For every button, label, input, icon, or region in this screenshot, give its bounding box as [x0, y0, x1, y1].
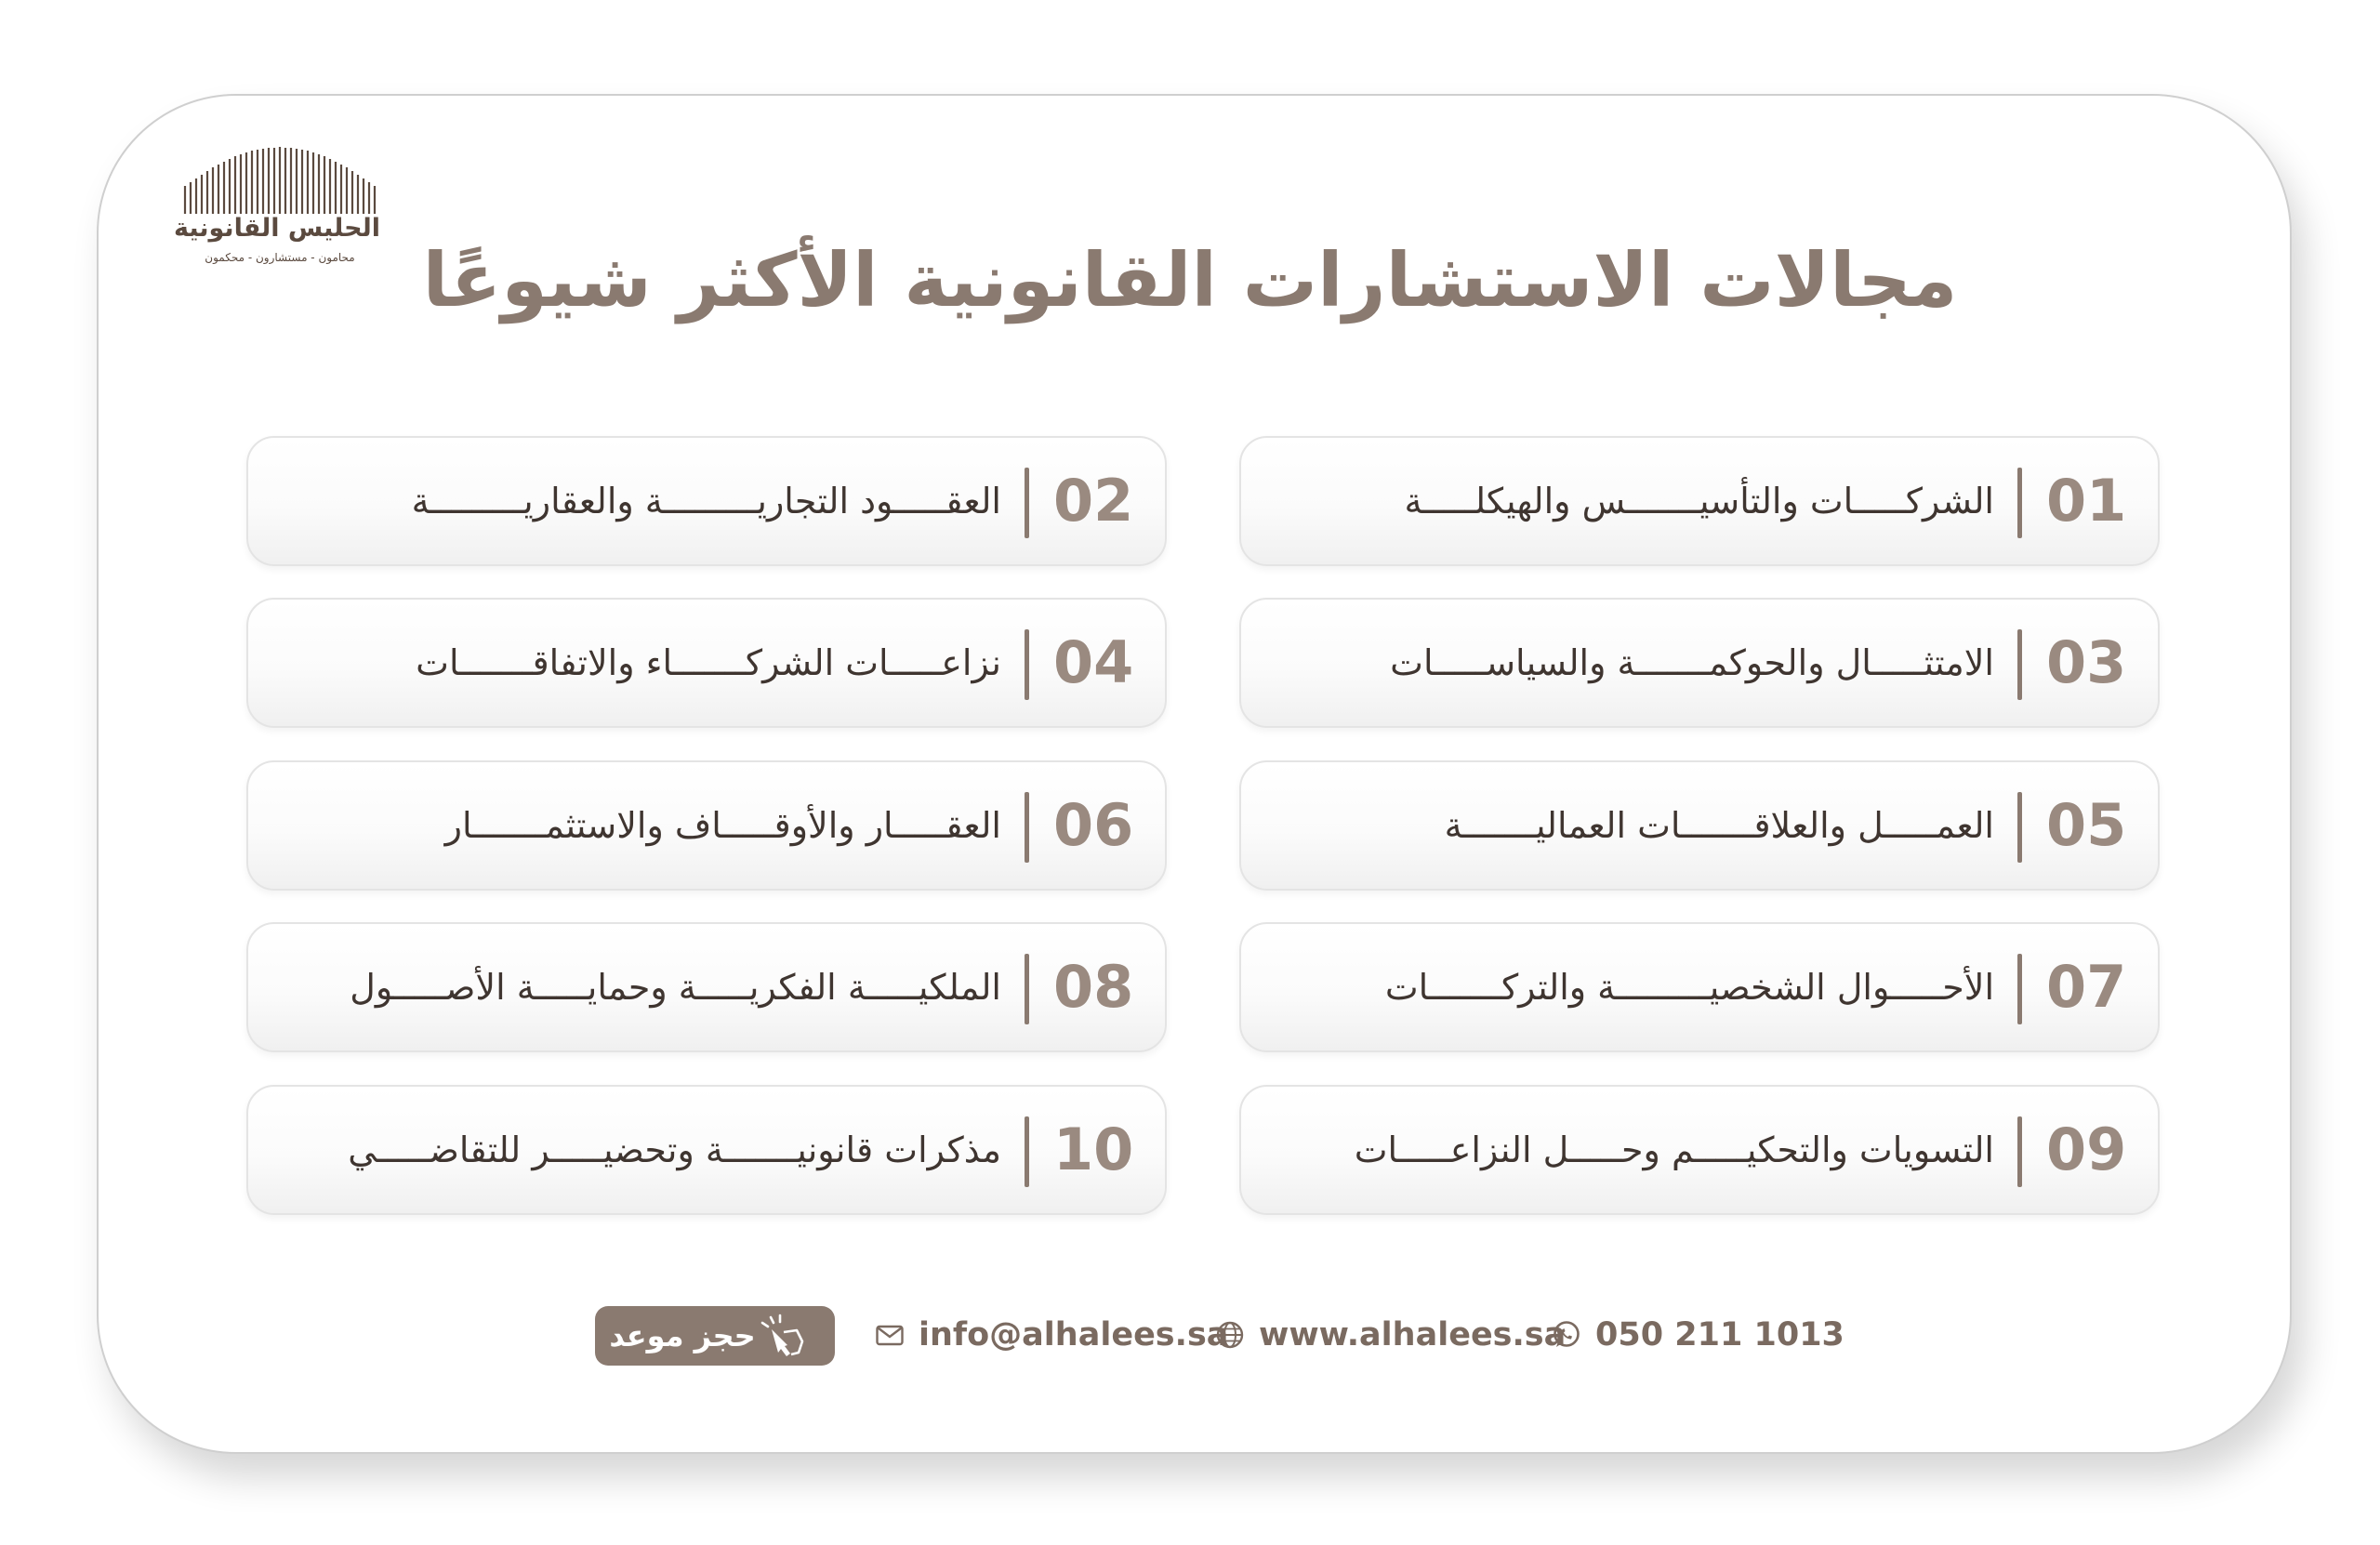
hand-click-icon [756, 1314, 808, 1358]
service-item [1239, 1085, 2160, 1215]
page-title: مجالات الاستشارات القانونية الأكثر شيوعًا [422, 237, 1958, 324]
item-divider [2017, 792, 2022, 863]
item-divider [1025, 629, 1029, 700]
service-item [1239, 598, 2160, 728]
item-divider [1025, 792, 1029, 863]
item-label: نزاعـــــات الشركـــــــاء والاتفاقـــــــات [416, 642, 1001, 683]
item-label: العقـــــود التجاريـــــــــة والعقاريـــــــــة [411, 481, 1001, 522]
item-divider [2017, 468, 2022, 538]
item-number: 03 [2046, 628, 2127, 696]
item-label: التسويات والتحكيـــــم وحـــــل النزاعـــــات [1354, 1129, 1994, 1170]
item-divider [2017, 629, 2022, 700]
phone-contact[interactable] [1551, 1309, 1844, 1361]
logo-building-icon [179, 147, 380, 216]
item-divider [1025, 954, 1029, 1024]
item-label: الملكيـــــة الفكريـــــة وحمايـــــة الأصـــــول [350, 967, 1001, 1008]
service-item [246, 760, 1167, 891]
item-label: مذكرات قانونيـــــــة وتحضيـــــر للتقاضـــــي [348, 1129, 1001, 1170]
item-number: 09 [2046, 1116, 2127, 1183]
item-number: 01 [2046, 467, 2127, 535]
item-number: 08 [1053, 953, 1134, 1021]
item-label: العقـــــار والأوقـــــاف والاستثمـــــــار [444, 805, 1001, 846]
service-item [246, 1085, 1167, 1215]
service-item [246, 598, 1167, 728]
item-number: 10 [1053, 1116, 1134, 1183]
book-appointment-button[interactable] [595, 1306, 835, 1366]
logo-name: الحليس القانونية [173, 214, 380, 243]
item-number: 04 [1053, 628, 1134, 696]
item-label: الامتثـــــال والحوكمـــــــة والسياســـــات [1390, 642, 1994, 683]
email-address: info@alhalees.sa [919, 1316, 1229, 1354]
email-link[interactable] [874, 1309, 1228, 1361]
item-divider [1025, 1116, 1029, 1187]
phone-number: 050 211 1013 [1595, 1316, 1844, 1354]
item-divider [1025, 468, 1029, 538]
item-label: الأحـــــوال الشخصيـــــــــة والتركـــــــات [1384, 967, 1994, 1008]
item-number: 06 [1053, 791, 1134, 859]
logo-tagline: محامون - مستشارون - محكمون [205, 251, 355, 264]
website-url: www.alhalees.sa [1259, 1316, 1567, 1354]
mail-icon [874, 1319, 906, 1351]
item-divider [2017, 1116, 2022, 1187]
service-item [1239, 760, 2160, 891]
service-item [246, 922, 1167, 1052]
service-item [246, 436, 1167, 566]
item-number: 02 [1053, 467, 1134, 535]
book-label: حجز موعد [609, 1318, 756, 1354]
service-item [1239, 922, 2160, 1052]
item-label: الشركـــــات والتأسيـــــــس والهيكلـــــة [1404, 481, 1994, 522]
item-label: العمـــــل والعلاقـــــــات العماليـــــــة [1444, 805, 1994, 846]
item-number: 07 [2046, 953, 2127, 1021]
item-number: 05 [2046, 791, 2127, 859]
website-link[interactable] [1214, 1309, 1566, 1361]
item-divider [2017, 954, 2022, 1024]
logo [173, 147, 380, 273]
service-item [1239, 436, 2160, 566]
